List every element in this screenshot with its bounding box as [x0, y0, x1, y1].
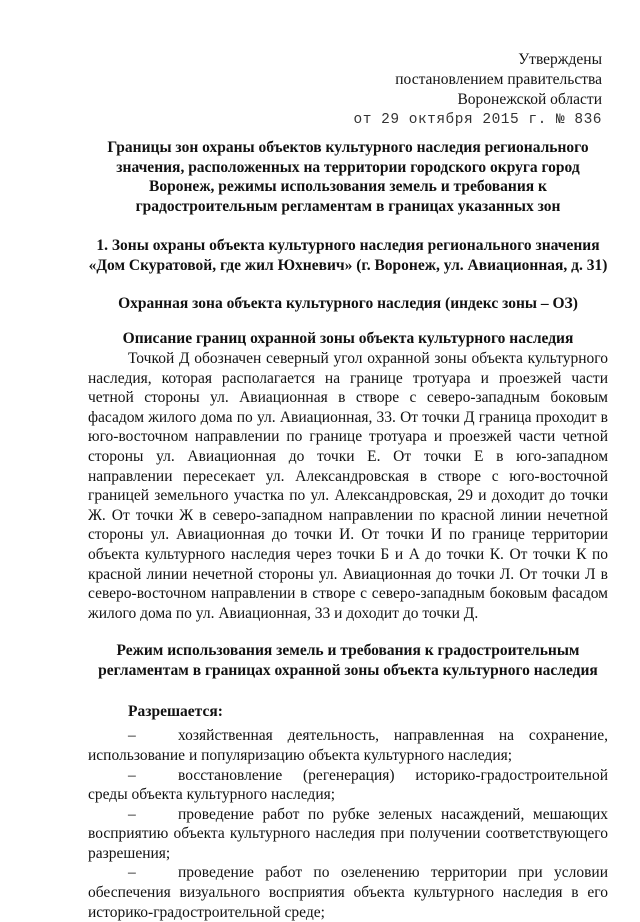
list-item-text: проведение работ по рубке зеленых насаждений, мешающих восприятию объекта культурного наследия при получении соответствующего разрешения;	[88, 805, 608, 862]
list-item	[88, 863, 608, 922]
list-dash: –	[128, 766, 136, 784]
approval-line-date-number: от 29 октября 2015 г. № 836	[353, 112, 602, 128]
section-1-heading: 1. Зоны охраны объекта культурного наследия регионального значения «Дом Скуратовой, где жил Юхневич» (г. Воронеж, ул. Авиационная, д. 31)	[88, 237, 608, 274]
list-item	[88, 766, 608, 805]
boundary-heading: Описание границ охранной зоны объекта культурного наследия	[122, 330, 574, 347]
approval-line-region: Воронежской области	[457, 91, 602, 108]
list-item-text: проведение работ по озеленению территории при условии обеспечения визуального восприятия объекта культурного наследия в его историко-градостроительной среде;	[88, 864, 608, 921]
boundary-description: Точкой Д обозначен северный угол охранной зоны объекта культурного наследия, которая располагается на границе тротуара и проезжей части четной стороны ул. Авиационная в створе с северо-западным боковым фасадом жилого дома по ул. Авиационная, 33. От точки Д граница проходит в юго-восточном направлении по границе тротуара и проезжей части четной стороны ул. Авиационная до точки Е. От точки Е в юго-западном направлении пересекает ул. Александровская в створе с юго-восточной границей земельного участка по ул. Александровская, 29 и доходит до точки Ж. От точки Ж в северо-западном направлении по красной линии нечетной стороны ул. Авиационная до точки И. От точки И по границе территории объекта культурного наследия через точки Б и А до точки К. От точки К по красной линии нечетной стороны ул. Авиационная до точки Л. От точки Л в северо-восточном направлении в створе с северо-западным боковым фасадом жилого дома по ул. Авиационная, 33 и доходит до точки Д.	[88, 350, 608, 622]
zone-heading: Охранная зона объекта культурного наследия (индекс зоны – ОЗ)	[118, 295, 578, 312]
approval-block	[354, 50, 602, 130]
approval-line-approved: Утверждены	[518, 51, 602, 68]
document-body	[88, 138, 608, 922]
document-title: Границы зон охраны объектов культурного наследия регионального значения, расположенных на территории городского округа город Воронеж, режимы использования земель и требования к градостроительным регламентам в границах указанных зон	[107, 139, 589, 215]
list-item	[88, 726, 608, 765]
list-dash: –	[128, 805, 136, 823]
list-item	[88, 805, 608, 864]
list-dash: –	[128, 864, 136, 882]
allowed-heading: Разрешается:	[128, 703, 223, 721]
list-item-text: восстановление (регенерация) историко-градостроительной среды объекта культурного наследия;	[88, 766, 608, 804]
approval-line-resolution: постановлением правительства	[395, 71, 602, 88]
list-dash: –	[128, 727, 136, 745]
regime-heading: Режим использования земель и требования к градостроительным регламентам в границах охранной зоны объекта культурного наследия	[98, 642, 598, 679]
allowed-list	[88, 726, 608, 922]
list-item-text: хозяйственная деятельность, направленная на сохранение, использование и популяризацию объекта культурного наследия;	[88, 727, 608, 764]
